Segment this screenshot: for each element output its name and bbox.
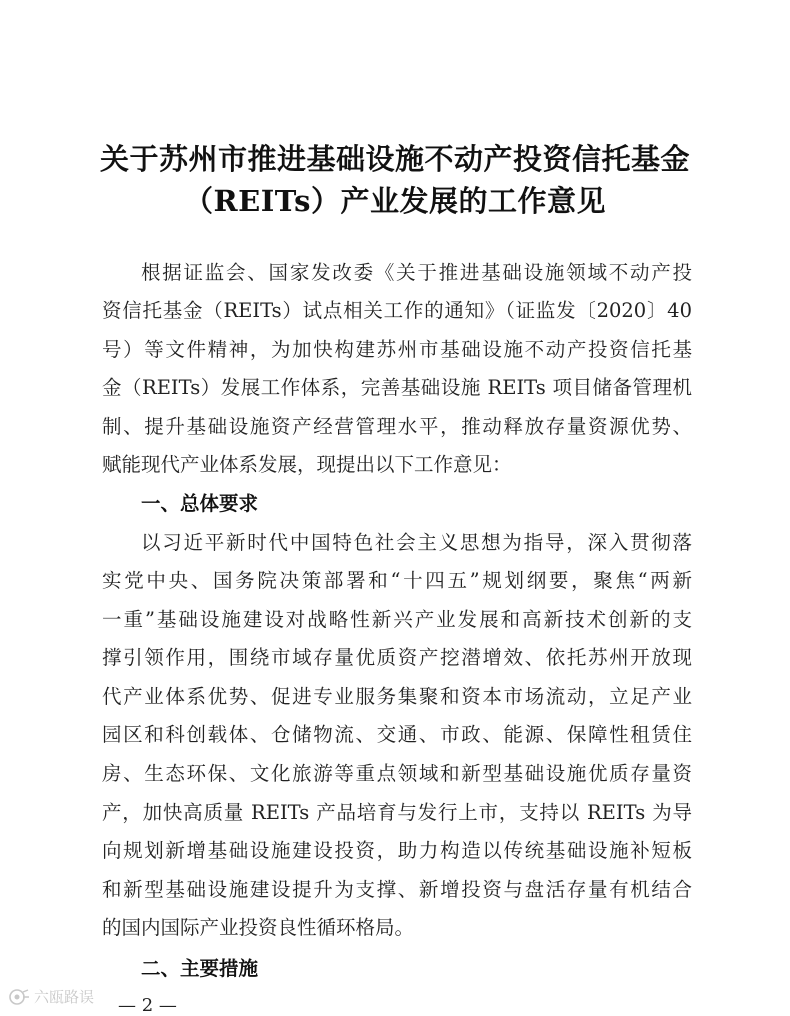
- paragraph-line: 房、生态环保、文化旅游等重点领域和新型基础设施优质存量资: [102, 762, 692, 785]
- paragraph-line: 资信托基金（REITs）试点相关工作的通知》（证监发〔2020〕40: [102, 299, 692, 322]
- document-title-line-2: （REITs）产业发展的工作意见: [183, 184, 606, 218]
- paragraph-line: 一重”基础设施建设对战略性新兴产业发展和高新技术创新的支: [102, 608, 692, 631]
- paragraph-line: 代产业体系优势、促进专业服务集聚和资本市场流动，立足产业: [102, 685, 692, 708]
- paragraph-line: 向规划新增基础设施建设投资，助力构造以传统基础设施补短板: [102, 839, 692, 862]
- watermark: [8, 986, 94, 1007]
- paragraph-line: 制、提升基础设施资产经营管理水平，推动释放存量资源优势、: [102, 415, 692, 438]
- paragraph-line: 的国内国际产业投资良性循环格局。: [102, 916, 415, 939]
- watermark-text: 六瓯路误: [34, 988, 95, 1006]
- paragraph-line: 产，加快高质量 REITs 产品培育与发行上市，支持以 REITs 为导: [102, 801, 692, 824]
- paragraph-line: 实党中央、国务院决策部署和“十四五”规划纲要，聚焦“两新: [102, 569, 692, 592]
- page-number: — 2 —: [118, 995, 177, 1016]
- paragraph-line: 撑引领作用，围绕市域存量优质资产挖潜增效、依托苏州开放现: [102, 646, 692, 669]
- section-heading-1: 一、总体要求: [141, 492, 259, 515]
- paragraph-line: 金（REITs）发展工作体系，完善基础设施 REITs 项目储备管理机: [102, 376, 692, 399]
- paragraph-line: 根据证监会、国家发改委《关于推进基础设施领域不动产投: [141, 261, 692, 284]
- paragraph-line: 赋能现代产业体系发展，现提出以下工作意见：: [102, 453, 512, 476]
- watermark-logo-icon: [8, 988, 30, 1006]
- document-title-line-1: 关于苏州市推进基础设施不动产投资信托基金: [99, 142, 690, 176]
- paragraph-line: 号）等文件精神，为加快构建苏州市基础设施不动产投资信托基: [102, 338, 692, 361]
- paragraph-line: 园区和科创载体、仓储物流、交通、市政、能源、保障性租赁住: [102, 723, 692, 746]
- paragraph-line: 以习近平新时代中国特色社会主义思想为指导，深入贯彻落: [141, 531, 692, 554]
- paragraph-line: 和新型基础设施建设提升为支撑、新增投资与盘活存量有机结合: [102, 878, 692, 901]
- section-heading-2: 二、主要措施: [141, 957, 259, 980]
